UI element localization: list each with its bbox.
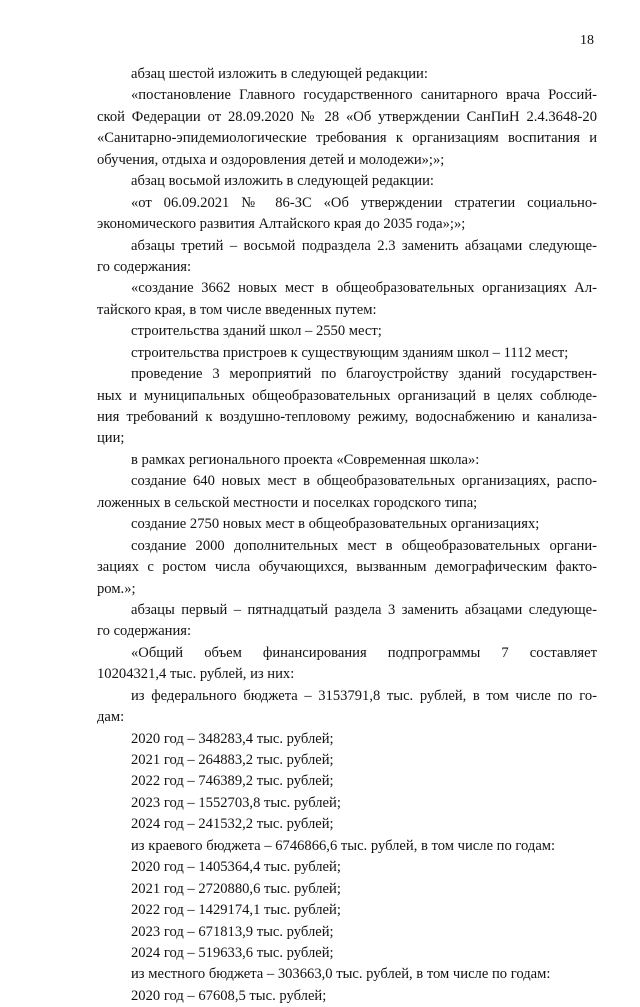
text-line: 2020 год – 348283,4 тыс. рублей; <box>131 730 334 747</box>
text-line: 2021 год – 264883,2 тыс. рублей; <box>131 752 334 768</box>
text-line: обучения, отдыха и оздоровления детей и молодежи»;»; <box>97 151 445 168</box>
document-body <box>97 64 597 1007</box>
text-line: ской Федерации от 28.09.2020 № 28 «Об утверждении СанПиН 2.4.3648-20 <box>97 108 597 125</box>
text-line: создание 640 новых мест в общеобразовательных организациях, распо- <box>131 473 597 490</box>
text-line: ния требований к воздушно-тепловому режиму, водоснабжению и канализа- <box>97 409 597 425</box>
text-line: строительства зданий школ – 2550 мест; <box>131 323 382 340</box>
text-line: абзац шестой изложить в следующей редакции: <box>131 66 428 82</box>
text-line: 2020 год – 1405364,4 тыс. рублей; <box>131 859 341 876</box>
text-line: ных и муниципальных общеобразовательных организаций в целях соблюде- <box>97 387 597 404</box>
text-line: создание 2750 новых мест в общеобразовательных организациях; <box>131 516 540 533</box>
text-line: 10204321,4 тыс. рублей, из них: <box>97 666 295 683</box>
text-line: 2021 год – 2720880,6 тыс. рублей; <box>131 880 341 897</box>
text-line: 2023 год – 1552703,8 тыс. рублей; <box>131 794 341 811</box>
text-line: ложенных в сельской местности и поселках городского типа; <box>97 494 478 511</box>
text-line: из федерального бюджета – 3153791,8 тыс. рублей, в том числе по го- <box>131 687 597 704</box>
text-line: ции; <box>97 430 125 447</box>
page-number: 18 <box>580 33 594 48</box>
text-line: абзац восьмой изложить в следующей редакции: <box>131 173 434 190</box>
text-line: 2022 год – 1429174,1 тыс. рублей; <box>131 902 341 919</box>
text-line: ром.»; <box>97 580 136 597</box>
text-line: «Общий объем финансирования подпрограммы 7 составляет <box>131 644 597 661</box>
text-line: 2020 год – 67608,5 тыс. рублей; <box>131 987 327 1004</box>
text-line: абзацы первый – пятнадцатый раздела 3 заменить абзацами следующе- <box>131 601 597 618</box>
text-line: создание 2000 дополнительных мест в общеобразовательных органи- <box>131 537 597 554</box>
text-line: проведение 3 мероприятий по благоустройству зданий государствен- <box>131 366 597 383</box>
text-line: зациях с ростом числа обучающихся, вызванным демографическим факто- <box>97 559 597 576</box>
text-line: «постановление Главного государственного санитарного врача Россий- <box>131 87 597 104</box>
text-line: го содержания: <box>97 623 192 640</box>
text-line: 2023 год – 671813,9 тыс. рублей; <box>131 923 334 940</box>
text-line: из краевого бюджета – 6746866,6 тыс. рублей, в том числе по годам: <box>131 837 556 854</box>
text-line: «создание 3662 новых мест в общеобразовательных организациях Ал- <box>131 280 597 297</box>
text-line: в рамках регионального проекта «Современная школа»: <box>131 451 480 468</box>
text-line: 2024 год – 241532,2 тыс. рублей; <box>131 816 334 833</box>
text-line: строительства пристроев к существующим зданиям школ – 1112 мест; <box>131 344 569 361</box>
text-line: из местного бюджета – 303663,0 тыс. рублей, в том числе по годам: <box>131 966 551 983</box>
text-line: го содержания: <box>97 258 192 275</box>
text-line: дам: <box>97 709 125 726</box>
text-line: тайского края, в том числе введенных путем: <box>97 301 377 318</box>
text-line: «от 06.09.2021 № 86-ЗС «Об утверждении стратегии социально- <box>131 194 597 211</box>
text-line: абзацы третий – восьмой подраздела 2.3 заменить абзацами следующе- <box>131 237 597 254</box>
text-line: 2022 год – 746389,2 тыс. рублей; <box>131 773 334 790</box>
text-line: 2024 год – 519633,6 тыс. рублей; <box>131 944 334 961</box>
text-line: «Санитарно-эпидемиологические требования к организациям воспитания и <box>97 130 597 147</box>
text-line: экономического развития Алтайского края до 2035 года»;»; <box>97 216 466 233</box>
